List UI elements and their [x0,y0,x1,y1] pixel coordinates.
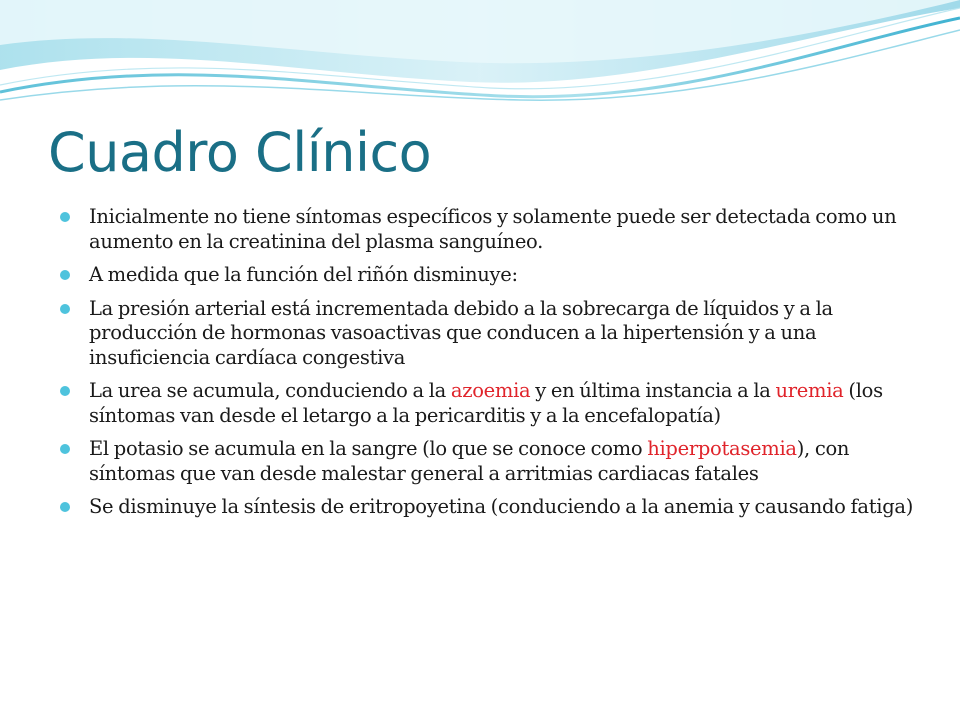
bullet-item [60,495,920,520]
bullet-item [60,205,920,254]
highlight-term-azoemia: azoemia [450,379,531,402]
bullet-text: Inicialmente no tiene síntomas específicos y solamente puede ser detectada como un aumento en la creatinina del plasma sanguíneo. [89,205,897,253]
bullet-item [60,297,920,371]
bullet-dot-icon [60,444,70,454]
bullet-text: Se disminuye la síntesis de eritropoyetina (conduciendo a la anemia y causando fatiga) [89,495,914,518]
bullet-list [60,205,920,529]
decorative-wave-header [0,0,960,110]
bullet-dot-icon [60,502,70,512]
bullet-text-part: ), con síntomas que van desde malestar general a arritmias cardiacas fatales [89,437,850,485]
bullet-text-part: (los síntomas van desde el letargo a la pericarditis y a la encefalopatía) [89,379,883,427]
bullet-text-part: El potasio se acumula en la sangre (lo que se conoce como [89,437,648,460]
bullet-text: La presión arterial está incrementada debido a la sobrecarga de líquidos y a la producción de hormonas vasoactivas que conducen a la hipertensión y a una insuficiencia cardíaca congestiva [89,296,833,369]
bullet-dot-icon [60,386,70,396]
bullet-dot-icon [60,212,70,222]
slide-title: Cuadro Clínico [48,121,432,184]
bullet-text-part: y en última instancia a la [530,379,776,402]
bullet-item [60,379,920,428]
highlight-term-uremia: uremia [775,379,844,402]
bullet-dot-icon [60,270,70,280]
highlight-term-hiperpotasemia: hiperpotasemia [647,437,797,460]
bullet-item [60,437,920,486]
bullet-dot-icon [60,304,70,314]
bullet-item [60,263,920,288]
bullet-text-part: La urea se acumula, conduciendo a la [89,379,451,402]
bullet-text: A medida que la función del riñón disminuye: [89,263,518,286]
